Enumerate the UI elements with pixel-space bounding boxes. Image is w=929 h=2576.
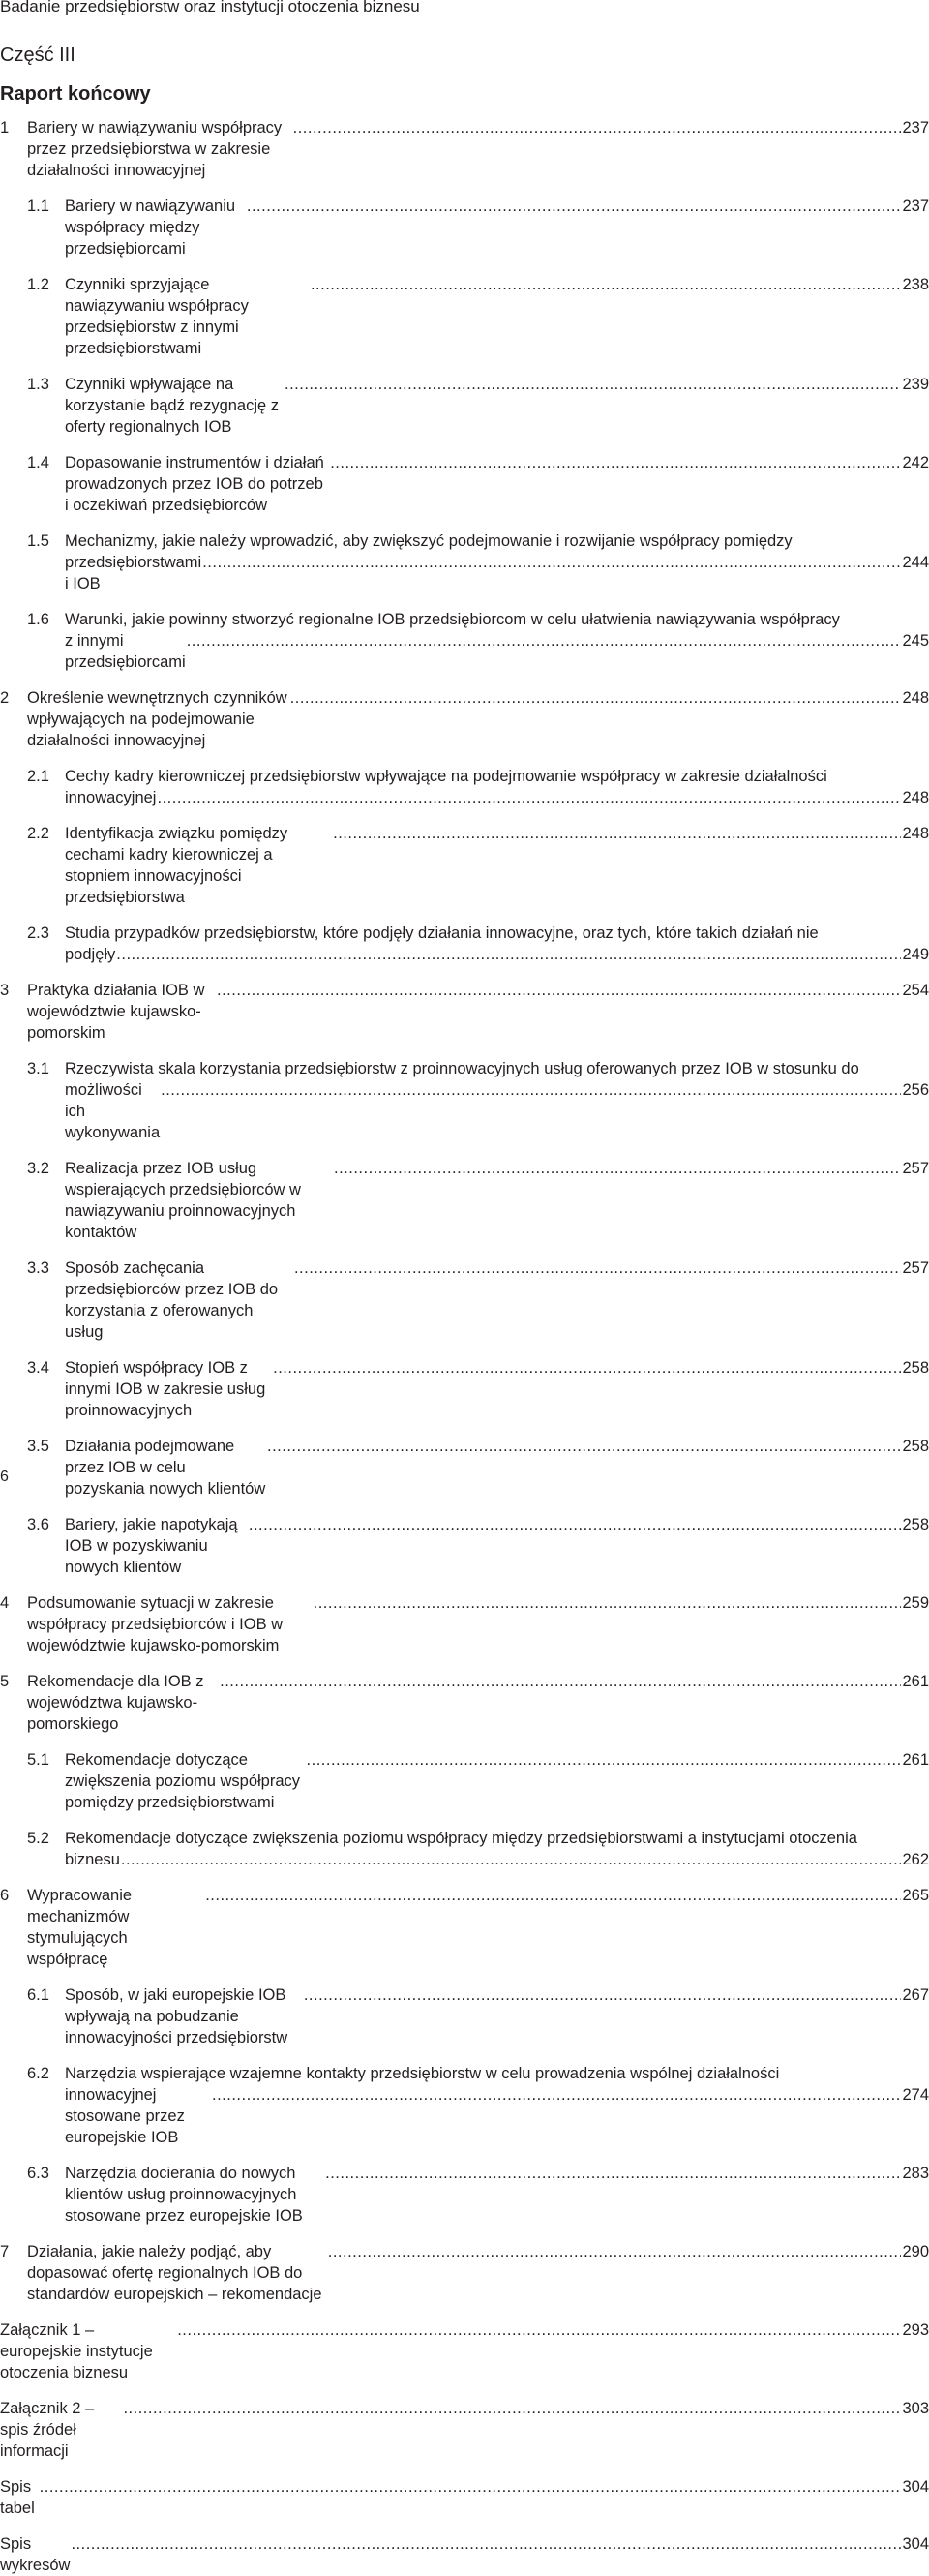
dot-leader bbox=[328, 2241, 902, 2262]
toc-entry-title: Praktyka działania IOB w województwie kujawsko-pomorskim bbox=[27, 982, 205, 1042]
toc-entry-page: 248 bbox=[902, 825, 929, 842]
toc-entry-title-line1: Rzeczywista skala korzystania przedsiębiorstw z proinnowacyjnych usług oferowanych przez IOB w stosunku do bbox=[65, 1060, 859, 1077]
toc-entry-title: z innymi przedsiębiorcami bbox=[65, 632, 186, 671]
dot-leader bbox=[273, 1357, 901, 1379]
toc-entry-title: Spis tabel bbox=[0, 2478, 35, 2517]
toc-entry-title: biznesu bbox=[65, 1851, 120, 1868]
toc-entry-number: 6.2 bbox=[27, 2065, 49, 2082]
toc-entry-page: 257 bbox=[902, 1259, 929, 1277]
toc-entry-title: Bariery w nawiązywaniu współpracy między przedsiębiorcami bbox=[65, 197, 236, 258]
toc-entry[interactable] bbox=[0, 687, 929, 751]
dot-leader bbox=[71, 2533, 901, 2555]
toc-entry-page: 290 bbox=[902, 2243, 929, 2260]
toc-entry-page: 265 bbox=[902, 1887, 929, 1904]
toc-entry-page: 262 bbox=[902, 1851, 929, 1868]
toc-entry-title-line1: Studia przypadków przedsiębiorstw, które podjęły działania innowacyjne, oraz tych, które takich działań nie bbox=[65, 924, 819, 942]
toc-entry-page: 245 bbox=[902, 632, 929, 650]
toc-entry-title: Podsumowanie sytuacji w zakresie współpracy przedsiębiorców i IOB w województwie kujawsko-pomorskim bbox=[27, 1594, 284, 1654]
toc-entry-title: Załącznik 1 – europejskie instytucje otoczenia biznesu bbox=[0, 2321, 153, 2381]
dot-leader bbox=[267, 1436, 901, 1457]
toc-entry[interactable] bbox=[0, 2533, 929, 2576]
toc-entry[interactable] bbox=[0, 1985, 929, 2048]
dot-leader bbox=[314, 1592, 902, 1614]
toc-entry-number: 3.1 bbox=[27, 1060, 49, 1077]
toc-entry-page: 258 bbox=[902, 1438, 929, 1455]
toc-entry[interactable] bbox=[0, 923, 929, 965]
toc-entry-number: 4 bbox=[0, 1594, 10, 1612]
toc-entry-page: 258 bbox=[902, 1359, 929, 1377]
toc-entry-page: 274 bbox=[902, 2086, 929, 2104]
toc-entry[interactable] bbox=[0, 117, 929, 181]
toc-entry-page: 293 bbox=[902, 2321, 929, 2339]
dot-leader bbox=[161, 1079, 901, 1101]
report-title: Raport końcowy bbox=[0, 83, 151, 105]
toc-entry-page: 258 bbox=[902, 1516, 929, 1533]
dot-leader bbox=[123, 2398, 901, 2419]
toc-entry-number: 5.2 bbox=[27, 1830, 49, 1847]
dot-leader bbox=[330, 452, 901, 473]
toc-entry[interactable] bbox=[0, 823, 929, 908]
toc-entry-number: 1.3 bbox=[27, 376, 49, 393]
toc-entry-number: 3.3 bbox=[27, 1259, 49, 1277]
table-of-contents bbox=[0, 117, 929, 2576]
toc-entry-number: 1.1 bbox=[27, 197, 49, 215]
toc-entry-title: podjęły bbox=[65, 946, 116, 963]
toc-entry[interactable] bbox=[0, 452, 929, 516]
toc-entry-title: Narzędzia docierania do nowych klientów usług proinnowacyjnych stosowane przez europejskie IOB bbox=[65, 2165, 303, 2225]
toc-entry-number: 1.4 bbox=[27, 454, 49, 471]
toc-entry-page: 261 bbox=[902, 1751, 929, 1769]
dot-leader bbox=[187, 630, 902, 652]
toc-entry-number: 3.4 bbox=[27, 1359, 49, 1377]
part-label: Część III bbox=[0, 45, 75, 66]
toc-entry[interactable] bbox=[0, 2241, 929, 2305]
toc-entry-number: 5 bbox=[0, 1673, 10, 1690]
toc-entry-title: innowacyjnej bbox=[65, 789, 157, 806]
toc-entry-page: 304 bbox=[902, 2478, 929, 2496]
toc-entry[interactable] bbox=[0, 1749, 929, 1813]
toc-entry-number: 1 bbox=[0, 119, 10, 136]
toc-entry-page: 254 bbox=[902, 982, 929, 999]
toc-entry[interactable] bbox=[0, 2398, 929, 2462]
toc-entry[interactable] bbox=[0, 1258, 929, 1343]
toc-entry-page: 257 bbox=[902, 1160, 929, 1177]
toc-entry-title: Rekomendacje dotyczące zwiększenia poziomu współpracy pomiędzy przedsiębiorstwami bbox=[65, 1751, 301, 1811]
toc-entry-number: 3.2 bbox=[27, 1160, 49, 1177]
toc-entry[interactable] bbox=[0, 374, 929, 438]
toc-entry[interactable] bbox=[0, 609, 929, 673]
toc-entry-number: 2.1 bbox=[27, 768, 49, 785]
dot-leader bbox=[311, 274, 902, 295]
dot-leader bbox=[247, 196, 902, 217]
toc-entry-title: Rekomendacje dla IOB z województwa kujawsko-pomorskiego bbox=[27, 1673, 204, 1733]
toc-entry[interactable] bbox=[0, 1671, 929, 1735]
dot-leader bbox=[121, 1849, 902, 1870]
toc-entry-number: 6.3 bbox=[27, 2165, 49, 2182]
dot-leader bbox=[334, 1158, 901, 1179]
dot-leader bbox=[294, 1258, 902, 1279]
toc-entry-title: Spis wykresów bbox=[0, 2535, 71, 2574]
toc-entry-number: 7 bbox=[0, 2243, 10, 2260]
dot-leader bbox=[249, 1514, 902, 1535]
toc-entry-page: 239 bbox=[902, 376, 929, 393]
toc-entry-title: Realizacja przez IOB usług wspierających przedsiębiorców w nawiązywaniu proinnowacyjnych kontaktów bbox=[65, 1160, 301, 1241]
toc-entry[interactable] bbox=[0, 980, 929, 1044]
toc-entry[interactable] bbox=[0, 1514, 929, 1578]
toc-entry-title-line1: Cechy kadry kierowniczej przedsiębiorstw wpływające na podejmowanie współpracy w zakresie działalności bbox=[65, 768, 827, 785]
toc-entry[interactable] bbox=[0, 1357, 929, 1421]
toc-entry[interactable] bbox=[0, 1885, 929, 1970]
page-number: 6 bbox=[0, 1469, 9, 1485]
toc-entry-page: 248 bbox=[902, 689, 929, 707]
toc-entry-title: Czynniki sprzyjające nawiązywaniu współpracy przedsiębiorstw z innymi przedsiębiorstwami bbox=[65, 276, 249, 357]
toc-entry[interactable] bbox=[0, 2319, 929, 2383]
toc-entry[interactable] bbox=[0, 530, 929, 594]
toc-entry-page: 249 bbox=[902, 946, 929, 963]
dot-leader bbox=[40, 2476, 902, 2498]
toc-entry[interactable] bbox=[0, 766, 929, 808]
toc-entry-title: Wypracowanie mechanizmów stymulujących współpracę bbox=[27, 1887, 133, 1968]
toc-entry-title: możliwości ich wykonywania bbox=[65, 1081, 161, 1141]
toc-entry-number: 1.5 bbox=[27, 532, 49, 550]
toc-entry[interactable] bbox=[0, 2163, 929, 2227]
toc-entry-title: Sposób zachęcania przedsiębiorców przez IOB do korzystania z oferowanych usług bbox=[65, 1259, 279, 1341]
toc-entry-number: 1.2 bbox=[27, 276, 49, 293]
dot-leader bbox=[307, 1749, 902, 1771]
toc-entry-number: 6.1 bbox=[27, 1986, 49, 2004]
toc-entry[interactable] bbox=[0, 1592, 929, 1656]
running-header: Badanie przedsiębiorstw oraz instytucji otoczenia biznesu bbox=[0, 0, 420, 15]
toc-entry-title-line1: Warunki, jakie powinny stworzyć regionalne IOB przedsiębiorcom w celu ułatwienia nawiązywania współpracy bbox=[65, 611, 840, 628]
dot-leader bbox=[205, 1885, 901, 1906]
toc-entry-number: 3 bbox=[0, 982, 10, 999]
toc-entry-page: 283 bbox=[902, 2165, 929, 2182]
toc-entry-number: 3.5 bbox=[27, 1438, 49, 1455]
toc-entry-page: 242 bbox=[902, 454, 929, 471]
toc-entry-page: 259 bbox=[902, 1594, 929, 1612]
dot-leader bbox=[212, 2084, 901, 2106]
dot-leader bbox=[293, 117, 902, 138]
dot-leader bbox=[285, 374, 901, 395]
toc-entry-page: 256 bbox=[902, 1081, 929, 1099]
toc-entry[interactable] bbox=[0, 1158, 929, 1243]
toc-entry[interactable] bbox=[0, 2476, 929, 2519]
toc-entry-title: Identyfikacja związku pomiędzy cechami kadry kierowniczej a stopniem innowacyjności przedsiębiorstwa bbox=[65, 825, 288, 906]
dot-leader bbox=[217, 980, 901, 1001]
toc-entry[interactable] bbox=[0, 274, 929, 359]
toc-entry-title-line1: Mechanizmy, jakie należy wprowadzić, aby zwiększyć podejmowanie i rozwijanie współpracy pomiędzy bbox=[65, 532, 793, 550]
toc-entry-title: Stopień współpracy IOB z innymi IOB w zakresie usług proinnowacyjnych bbox=[65, 1359, 266, 1419]
toc-entry-page: 238 bbox=[902, 276, 929, 293]
toc-entry-title: przedsiębiorstwami i IOB bbox=[65, 554, 202, 592]
toc-entry-page: 261 bbox=[902, 1673, 929, 1690]
toc-entry-number: 5.1 bbox=[27, 1751, 49, 1769]
dot-leader bbox=[333, 823, 901, 844]
dot-leader bbox=[220, 1671, 901, 1692]
dot-leader bbox=[304, 1985, 902, 2006]
toc-entry-title: Czynniki wpływające na korzystanie bądź rezygnację z oferty regionalnych IOB bbox=[65, 376, 280, 436]
toc-entry-page: 244 bbox=[902, 554, 929, 571]
toc-entry[interactable] bbox=[0, 2063, 929, 2148]
toc-entry-title-line1: Narzędzia wspierające wzajemne kontakty przedsiębiorstw w celu prowadzenia wspólnej działalności bbox=[65, 2065, 780, 2082]
toc-entry-number: 2.3 bbox=[27, 924, 49, 942]
toc-entry-page: 303 bbox=[902, 2400, 929, 2417]
toc-entry-title: Załącznik 2 – spis źródeł informacji bbox=[0, 2400, 95, 2460]
toc-entry-page: 237 bbox=[902, 197, 929, 215]
toc-entry-title: Bariery, jakie napotykają IOB w pozyskiwaniu nowych klientów bbox=[65, 1516, 238, 1576]
toc-entry-number: 2.2 bbox=[27, 825, 49, 842]
toc-entry-title: Działania, jakie należy podjąć, aby dopasować ofertę regionalnych IOB do standardów europejskich – rekomendacje bbox=[27, 2243, 322, 2303]
toc-entry-page: 304 bbox=[902, 2535, 929, 2553]
toc-entry-page: 248 bbox=[902, 789, 929, 806]
toc-entry[interactable] bbox=[0, 1436, 929, 1500]
toc-entry-title-line1: Rekomendacje dotyczące zwiększenia poziomu współpracy między przedsiębiorstwami a instytucjami otoczenia bbox=[65, 1830, 857, 1847]
toc-entry-title: Bariery w nawiązywaniu współpracy przez przedsiębiorstwa w zakresie działalności innowacyjnej bbox=[27, 119, 283, 179]
toc-entry-number: 2 bbox=[0, 689, 10, 707]
toc-entry-page: 267 bbox=[902, 1986, 929, 2004]
dot-leader bbox=[202, 552, 901, 573]
toc-entry-title: Dopasowanie instrumentów i działań prowadzonych przez IOB do potrzeb i oczekiwań przedsiębiorców bbox=[65, 454, 324, 514]
dot-leader bbox=[177, 2319, 901, 2341]
toc-entry-title: innowacyjnej stosowane przez europejskie IOB bbox=[65, 2086, 185, 2146]
toc-entry[interactable] bbox=[0, 196, 929, 259]
toc-entry-title: Sposób, w jaki europejskie IOB wpływają na pobudzanie innowacyjności przedsiębiorstw bbox=[65, 1986, 288, 2046]
toc-entry-number: 3.6 bbox=[27, 1516, 49, 1533]
toc-entry-number: 1.6 bbox=[27, 611, 49, 628]
dot-leader bbox=[116, 944, 901, 965]
dot-leader bbox=[290, 687, 902, 709]
toc-entry[interactable] bbox=[0, 1058, 929, 1143]
toc-entry-title: Działania podejmowane przez IOB w celu pozyskania nowych klientów bbox=[65, 1438, 266, 1498]
dot-leader bbox=[157, 787, 901, 808]
dot-leader bbox=[325, 2163, 901, 2184]
toc-entry-title: Określenie wewnętrznych czynników wpływających na podejmowanie działalności innowacyjnej bbox=[27, 689, 287, 749]
toc-entry-number: 6 bbox=[0, 1887, 10, 1904]
toc-entry-page: 237 bbox=[902, 119, 929, 136]
toc-entry[interactable] bbox=[0, 1828, 929, 1870]
